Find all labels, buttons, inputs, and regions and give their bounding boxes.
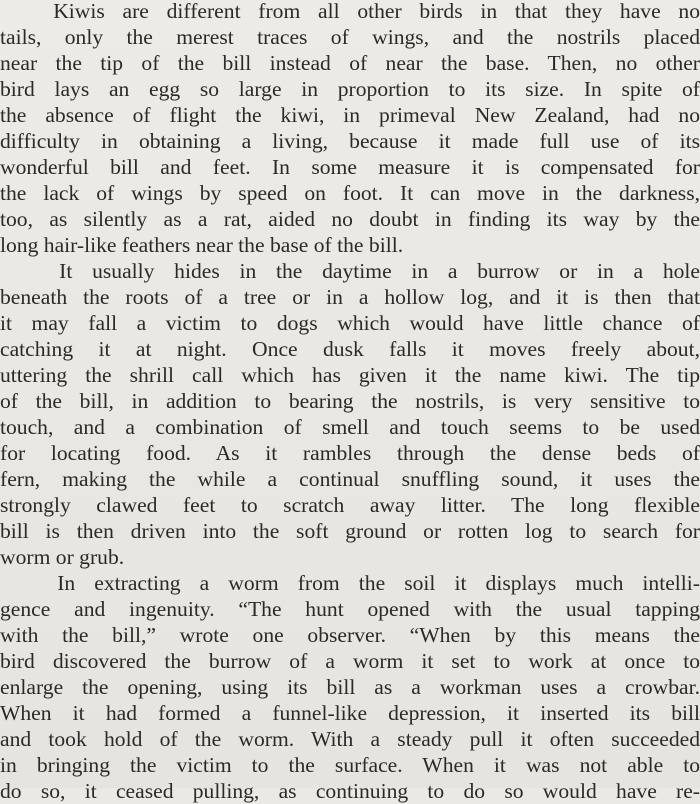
text-line-25 bbox=[0, 622, 700, 648]
text-line-17-text: touch, and a combination of smell and touch seems to be used bbox=[0, 415, 700, 439]
text-line-26-text: bird discovered the burrow of a worm it set to work at once to bbox=[0, 649, 700, 673]
text-line-19 bbox=[0, 466, 700, 492]
text-line-2-text: tails, only the merest traces of wings, and the nostrils placed bbox=[0, 25, 700, 49]
text-line-5 bbox=[0, 102, 700, 128]
text-line-7 bbox=[0, 154, 700, 180]
text-line-9 bbox=[0, 206, 700, 232]
text-line-18 bbox=[0, 440, 700, 466]
text-line-15 bbox=[0, 362, 700, 388]
text-line-24-text: gence and ingenuity. “The hunt opened with the usual tapping bbox=[0, 597, 700, 621]
text-line-13-text: it may fall a victim to dogs which would have little chance of bbox=[0, 311, 700, 335]
text-line-11 bbox=[0, 258, 700, 284]
text-line-16 bbox=[0, 388, 700, 414]
text-line-20-text: strongly clawed feet to scratch away litter. The long flexible bbox=[0, 493, 700, 517]
text-line-28-text: When it had formed a funnel-like depression, it inserted its bill bbox=[0, 701, 700, 725]
text-line-9-text: too, as silently as a rat, aided no doubt in finding its way by the bbox=[0, 207, 700, 231]
text-line-12-text: beneath the roots of a tree or in a hollow log, and it is then that bbox=[0, 285, 700, 309]
text-line-20 bbox=[0, 492, 700, 518]
text-line-4 bbox=[0, 76, 700, 102]
text-line-18-text: for locating food. As it rambles through the dense beds of bbox=[0, 441, 700, 465]
text-line-3-text: near the tip of the bill instead of near the base. Then, no other bbox=[0, 51, 700, 75]
text-line-17 bbox=[0, 414, 700, 440]
text-line-6-text: difficulty in obtaining a living, because it made full use of its bbox=[0, 129, 700, 153]
text-line-2 bbox=[0, 24, 700, 50]
text-line-14 bbox=[0, 336, 700, 362]
text-line-21-text: bill is then driven into the soft ground or rotten log to search for bbox=[0, 519, 700, 543]
text-line-4-text: bird lays an egg so large in proportion to its size. In spite of bbox=[0, 77, 700, 101]
text-line-31 bbox=[0, 778, 700, 804]
text-line-15-text: uttering the shrill call which has given it the name kiwi. The tip bbox=[0, 363, 700, 387]
text-line-24 bbox=[0, 596, 700, 622]
text-line-11-text: It usually hides in the daytime in a burrow or in a hole bbox=[0, 259, 700, 283]
text-line-23-text: In extracting a worm from the soil it displays much intelli- bbox=[0, 571, 700, 595]
text-line-12 bbox=[0, 284, 700, 310]
text-line-21 bbox=[0, 518, 700, 544]
text-line-22-text: worm or grub. bbox=[0, 545, 125, 569]
text-line-8-text: the lack of wings by speed on foot. It can move in the darkness, bbox=[0, 181, 700, 205]
text-line-27-text: enlarge the opening, using its bill as a workman uses a crowbar. bbox=[0, 675, 700, 699]
text-line-13 bbox=[0, 310, 700, 336]
text-line-1 bbox=[0, 0, 700, 24]
text-line-8 bbox=[0, 180, 700, 206]
text-line-27 bbox=[0, 674, 700, 700]
text-line-30-text: in bringing the victim to the surface. When it was not able to bbox=[0, 753, 700, 777]
text-line-26 bbox=[0, 648, 700, 674]
text-line-30 bbox=[0, 752, 700, 778]
text-line-10 bbox=[0, 232, 700, 258]
text-line-16-text: of the bill, in addition to bearing the nostrils, is very sensitive to bbox=[0, 389, 700, 413]
text-line-7-text: wonderful bill and feet. In some measure it is compensated for bbox=[0, 155, 700, 179]
text-line-25-text: with the bill,” wrote one observer. “When by this means the bbox=[0, 623, 700, 647]
text-line-23 bbox=[0, 570, 700, 596]
text-line-19-text: fern, making the while a continual snuffling sound, it uses the bbox=[0, 467, 700, 491]
text-line-3 bbox=[0, 50, 700, 76]
text-line-10-text: long hair-like feathers near the base of the bill. bbox=[0, 233, 404, 257]
text-line-5-text: the absence of flight the kiwi, in primeval New Zealand, had no bbox=[0, 103, 700, 127]
text-line-1-text: Kiwis are different from all other birds in that they have no bbox=[0, 0, 700, 23]
text-line-6 bbox=[0, 128, 700, 154]
text-line-31-text: do so, it ceased pulling, as continuing to do so would have re- bbox=[0, 779, 700, 803]
text-line-29-text: and took hold of the worm. With a steady pull it often succeeded bbox=[0, 727, 700, 751]
text-line-14-text: catching it at night. Once dusk falls it moves freely about, bbox=[0, 337, 700, 361]
text-line-29 bbox=[0, 726, 700, 752]
text-line-28 bbox=[0, 700, 700, 726]
text-line-22 bbox=[0, 544, 700, 570]
